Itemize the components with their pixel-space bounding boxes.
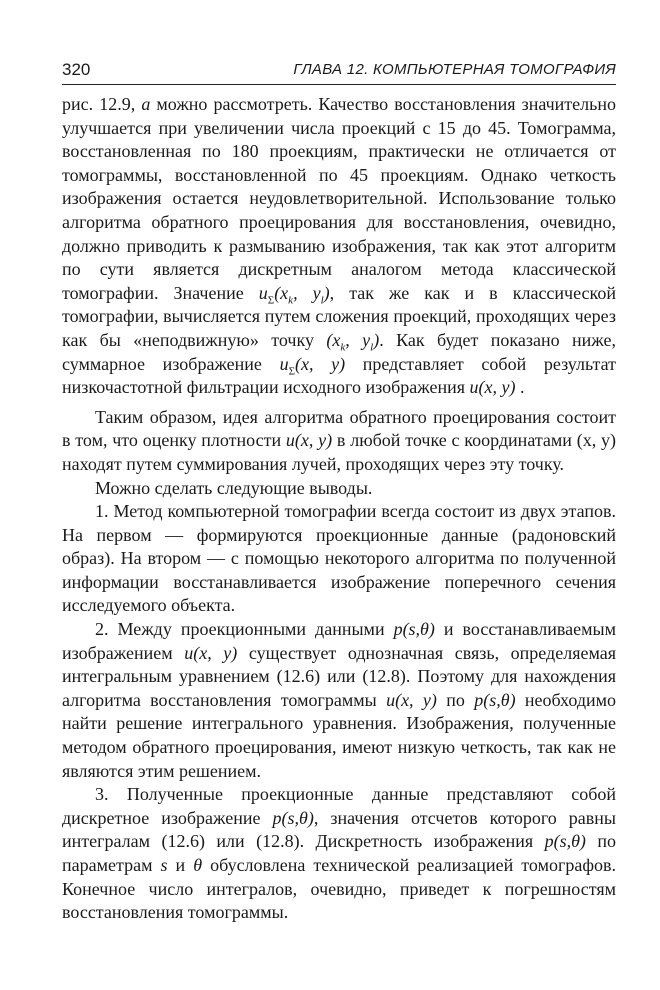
math-fragment: (x <box>274 282 289 303</box>
math-fragment: u <box>258 282 268 303</box>
math-fragment: l <box>370 341 374 354</box>
text-run: в любой точке с координатами (x, y) находят путем суммирования лучей, проходящих через эту точку. <box>62 430 617 474</box>
math-fragment: s <box>160 855 168 875</box>
math-fragment: u(x, y) <box>285 430 333 451</box>
text-run: обусловлена технической реализацией томографов. Конечное число интегралов, очевидно, приведет к погрешностям восстановления томограммы. <box>62 855 616 923</box>
text-run: 1. Метод компьютерной томографии всегда состоит из двух этапов. На первом — формируются проекционные данные (радоновский образ). На втором — с помощью некоторого алгоритма по полученной информации восстанавливается изображение поперечного сечения исследуемого объекта. <box>62 501 616 616</box>
text-run: можно рассмотреть. Качество восстановления значительно улучшается при увеличении числа проекций с 15 до 45. Томограмма, восстановленная по 180 проекциям, практически не отличается от томограммы, восстановленной по 45 проекциям. Однако четкость изображения остается неудовлетворительной. Использование только алгоритма обратного проецирования для восстановления, очевидно, должно приводить к размыванию изображения, так как этот алгоритм по сути является дискретным аналогом метода классической томографии. Значение <box>62 94 616 303</box>
text-run: . <box>515 377 525 398</box>
math-fragment: u <box>279 353 289 374</box>
math-fragment: p(s,θ) <box>393 619 435 640</box>
paragraph <box>62 783 616 925</box>
paragraph <box>62 618 616 783</box>
text-run: по параметрам <box>62 831 616 875</box>
paragraph <box>62 477 616 501</box>
text-run: 3. Полученные проекционные данные представляют собой дискретное изображение <box>62 784 616 828</box>
text-run: , так же как и в классической томографии, вычисляется путем сложения проекций, проходящих через как бы «неподвижную» точку <box>62 282 616 350</box>
math-fragment: u(x, y) <box>386 689 437 710</box>
math-fragment: а <box>141 94 151 114</box>
paragraph <box>62 500 616 618</box>
math-fragment: (x, y) <box>294 353 346 374</box>
text-run: существует однозначная связь, определяемая интегральным уравнением (12.6) или (12.8). Поэтому для нахождения алгоритма восстановления томограммы <box>62 642 616 710</box>
paragraph <box>62 93 616 400</box>
math-fragment: p(s,θ) <box>544 831 586 852</box>
text-run: необходимо найти решение интегрального уравнения. Изображения, полученные методом обратного проецирования, имеют низкую четкость, так как не являются этим решением. <box>62 689 616 781</box>
page-number: 320 <box>62 60 91 79</box>
text-run: . Как будет показано ниже, суммарное изображение <box>62 329 616 374</box>
text-run: 2. Между проекционными данными <box>95 619 394 640</box>
math-fragment: k <box>340 341 346 354</box>
body-text <box>62 93 616 925</box>
text-run: Таким образом, идея алгоритма обратного проецирования состоит в том, что оценку плотности <box>62 406 616 451</box>
text-run: и <box>167 855 194 875</box>
math-fragment: u(x, y) <box>469 377 516 398</box>
math-fragment: (x <box>326 329 341 350</box>
running-header <box>62 58 616 85</box>
math-fragment: , y <box>293 282 321 303</box>
text-run: рис. 12.9, <box>62 94 142 114</box>
math-fragment: l <box>320 294 324 307</box>
math-fragment: θ <box>193 855 203 875</box>
chapter-title: ГЛАВА 12. КОМПЬЮТЕРНАЯ ТОМОГРАФИЯ <box>293 61 616 78</box>
text-run: по <box>436 689 475 710</box>
text-run: представляет собой результат низкочастотной фильтрации исходного изображения <box>62 353 616 398</box>
math-fragment: Σ <box>267 294 275 307</box>
text-run: Можно сделать следующие выводы. <box>95 477 373 498</box>
math-fragment: ) <box>373 329 380 350</box>
text-run: , значения отсчетов которого равны интегралам (12.6) или (12.8). Дискретность изображения <box>62 807 616 852</box>
math-fragment: ) <box>323 282 330 303</box>
text-run: и восстанавливаемым изображением <box>62 619 616 663</box>
math-fragment: k <box>288 294 294 307</box>
math-fragment: , y <box>345 329 371 350</box>
math-fragment: Σ <box>288 365 295 378</box>
math-fragment: p(s,θ) <box>272 807 314 828</box>
math-fragment: u(x, y) <box>184 642 238 663</box>
paragraph <box>62 406 616 477</box>
math-fragment: p(s,θ) <box>474 689 516 710</box>
